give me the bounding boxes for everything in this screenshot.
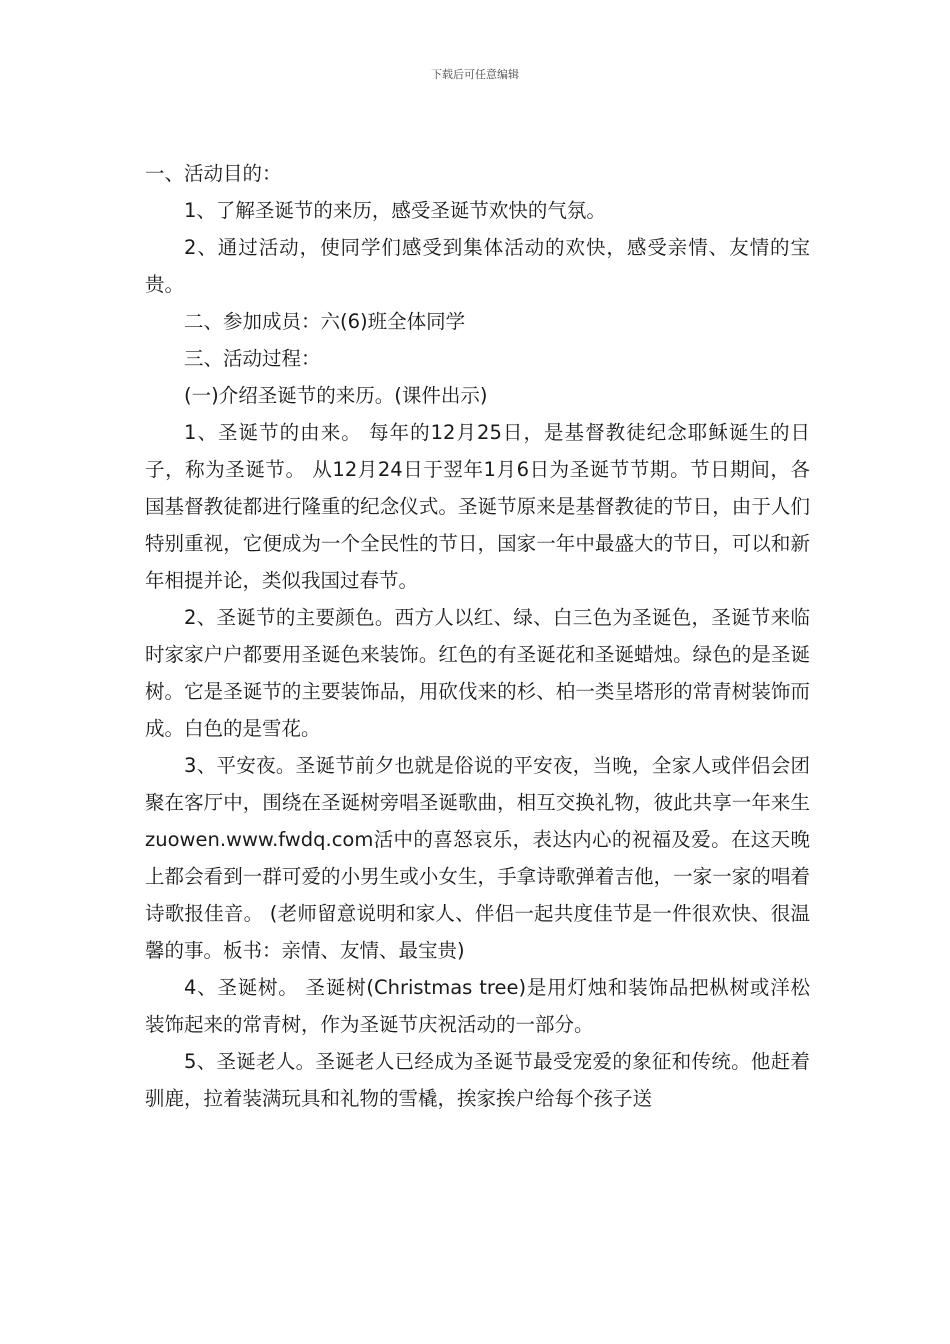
paragraph-participants: 二、参加成员：六(6)班全体同学 — [184, 310, 466, 333]
page-header: 下载后可任意编辑 — [431, 68, 519, 81]
document-body — [145, 155, 810, 1117]
paragraph-santa-claus: 5、圣诞老人。圣诞老人已经成为圣诞节最受宠爱的象征和传统。他赶着驯鹿，拉着装满玩具和礼物的雪橇，挨家挨户给每个孩子送 — [145, 1050, 810, 1110]
paragraph-colors: 2、圣诞节的主要颜色。西方人以红、绿、白三色为圣诞色，圣诞节来临时家家户户都要用圣诞色来装饰。红色的有圣诞花和圣诞蜡烛。绿色的是圣诞树。它是圣诞节的主要装饰品，用砍伐来的杉、柏一类呈塔形的常青树装饰而成。白色的是雪花。 — [145, 606, 810, 740]
paragraph-process-heading: 三、活动过程： — [184, 347, 321, 370]
paragraph-christmas-eve: 3、平安夜。圣诞节前夕也就是俗说的平安夜，当晚，全家人或伴侣会团聚在客厅中，围绕在圣诞树旁唱圣诞歌曲，相互交换礼物，彼此共享一年来生zuowen.www.fwdq.com活中的喜怒哀乐，表达内心的祝福及爱。在这天晚上都会看到一群可爱的小男生或小女生，手拿诗歌弹着吉他，一家一家的唱着诗歌报佳音。 (老师留意说明和家人、伴侣一起共度佳节是一件很欢快、很温馨的事。板书：亲情、友情、最宝贵) — [145, 754, 810, 962]
paragraph-christmas-tree: 4、圣诞树。 圣诞树(Christmas tree)是用灯烛和装饰品把枞树或洋松装饰起来的常青树，作为圣诞节庆祝活动的一部分。 — [145, 976, 810, 1036]
paragraph-purpose-heading: 一、活动目的： — [145, 162, 282, 185]
paragraph-purpose-1: 1、了解圣诞节的来历，感受圣诞节欢快的气氛。 — [184, 199, 606, 222]
paragraph-origin: 1、圣诞节的由来。 每年的12月25日，是基督教徒纪念耶稣诞生的日子，称为圣诞节。 从12月24日于翌年1月6日为圣诞节节期。节日期间，各国基督教徒都进行隆重的纪念仪式。圣诞节原来是基督教徒的节日，由于人们特别重视，它便成为一个全民性的节日，国家一年中最盛大的节日，可以和新年相提并论，类似我国过春节。 — [145, 421, 810, 592]
paragraph-purpose-2: 2、通过活动，使同学们感受到集体活动的欢快，感受亲情、友情的宝贵。 — [145, 236, 810, 296]
paragraph-history-intro: (一)介绍圣诞节的来历。(课件出示) — [184, 384, 488, 407]
